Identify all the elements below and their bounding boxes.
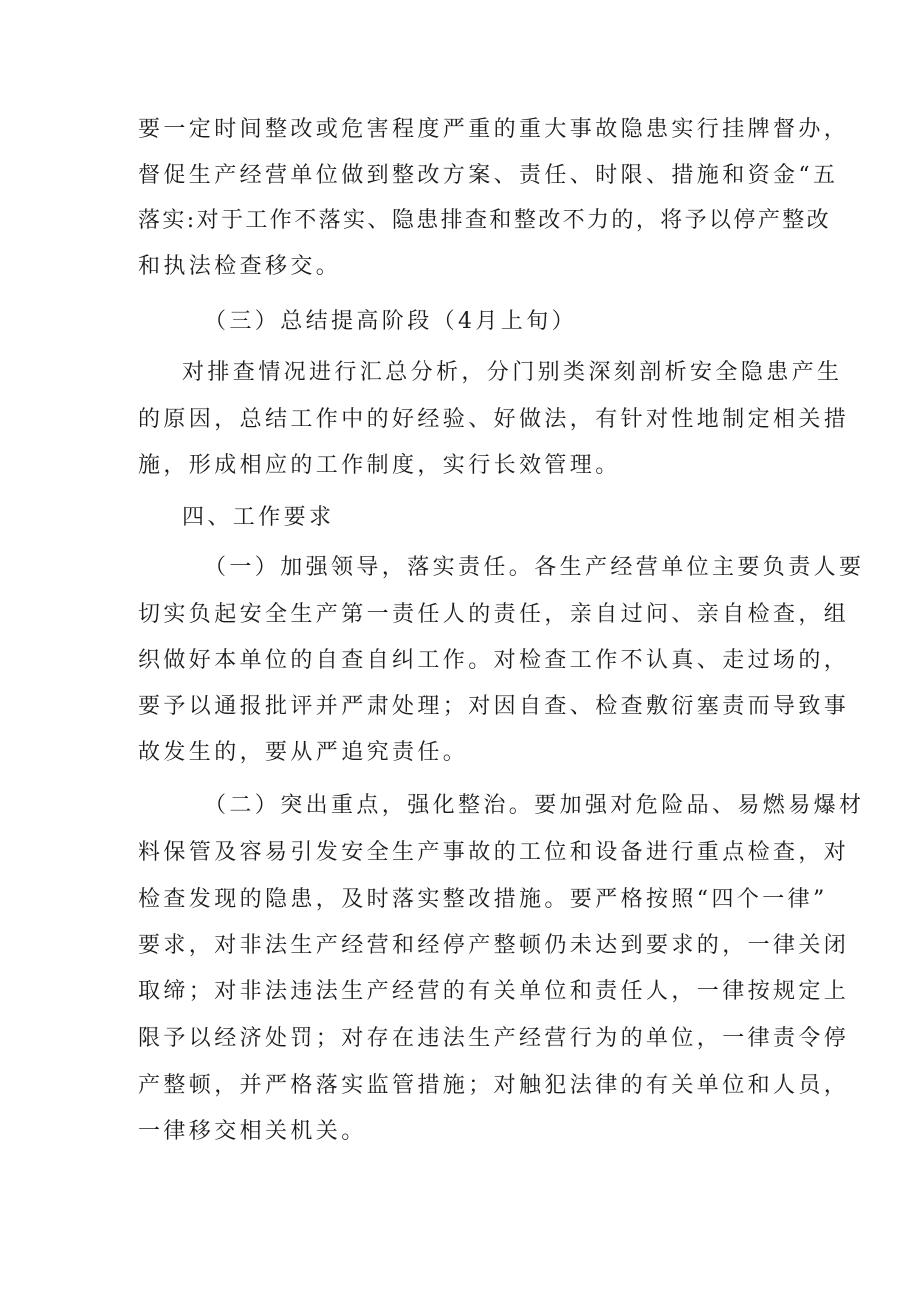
paragraph-line: 施，形成相应的工作制度，实行长效管理。 xyxy=(138,453,621,478)
paragraph-line: 取缔；对非法违法生产经营的有关单位和责任人，一律按规定上 xyxy=(138,979,850,1004)
paragraph-line: 对排查情况进行汇总分析，分门别类深刻剖析安全隐患产生 xyxy=(182,360,843,385)
paragraph-line: 切实负起安全生产第一责任人的责任，亲自过问、亲自检查，组 xyxy=(138,602,850,627)
paragraph-line: 要予以通报批评并严肃处理；对因自查、检查敷衍塞责而导致事 xyxy=(138,694,850,719)
section-heading: （三）总结提高阶段（4月上旬） xyxy=(204,309,577,334)
paragraph-line: 故发生的，要从严追究责任。 xyxy=(138,740,469,765)
paragraph-line: 要一定时间整改或危害程度严重的重大事故隐患实行挂牌督办， xyxy=(138,117,850,142)
section-heading: 四、工作要求 xyxy=(182,505,335,530)
paragraph-line: 料保管及容易引发安全生产事故的工位和设备进行重点检查，对 xyxy=(138,840,850,865)
paragraph-line: （二）突出重点，强化整治。要加强对危险品、易燃易爆材 xyxy=(204,793,865,818)
paragraph-line: 一律移交相关机关。 xyxy=(138,1119,367,1144)
paragraph-line: 落实:对于工作不落实、隐患排查和整改不力的，将予以停产整改 xyxy=(138,208,832,233)
paragraph-line: 的原因，总结工作中的好经验、好做法，有针对性地制定相关措 xyxy=(138,407,850,432)
paragraph-line: 督促生产经营单位做到整改方案、责任、时限、措施和资金“五 xyxy=(138,163,839,188)
paragraph-line: 要求，对非法生产经营和经停产整顿仍未达到要求的，一律关闭 xyxy=(138,933,850,958)
paragraph-line: 和执法检查移交。 xyxy=(138,254,342,279)
paragraph-line: 织做好本单位的自查自纠工作。对检查工作不认真、走过场的， xyxy=(138,648,850,673)
paragraph-line: 限予以经济处罚；对存在违法生产经营行为的单位，一律责令停 xyxy=(138,1026,850,1051)
paragraph-line: 产整顿，并严格落实监管措施；对触犯法律的有关单位和人员， xyxy=(138,1073,850,1098)
paragraph-line: 检查发现的隐患，及时落实整改措施。要严格按照“四个一律” xyxy=(138,887,828,912)
paragraph-line: （一）加强领导，落实责任。各生产经营单位主要负责人要 xyxy=(204,555,865,580)
